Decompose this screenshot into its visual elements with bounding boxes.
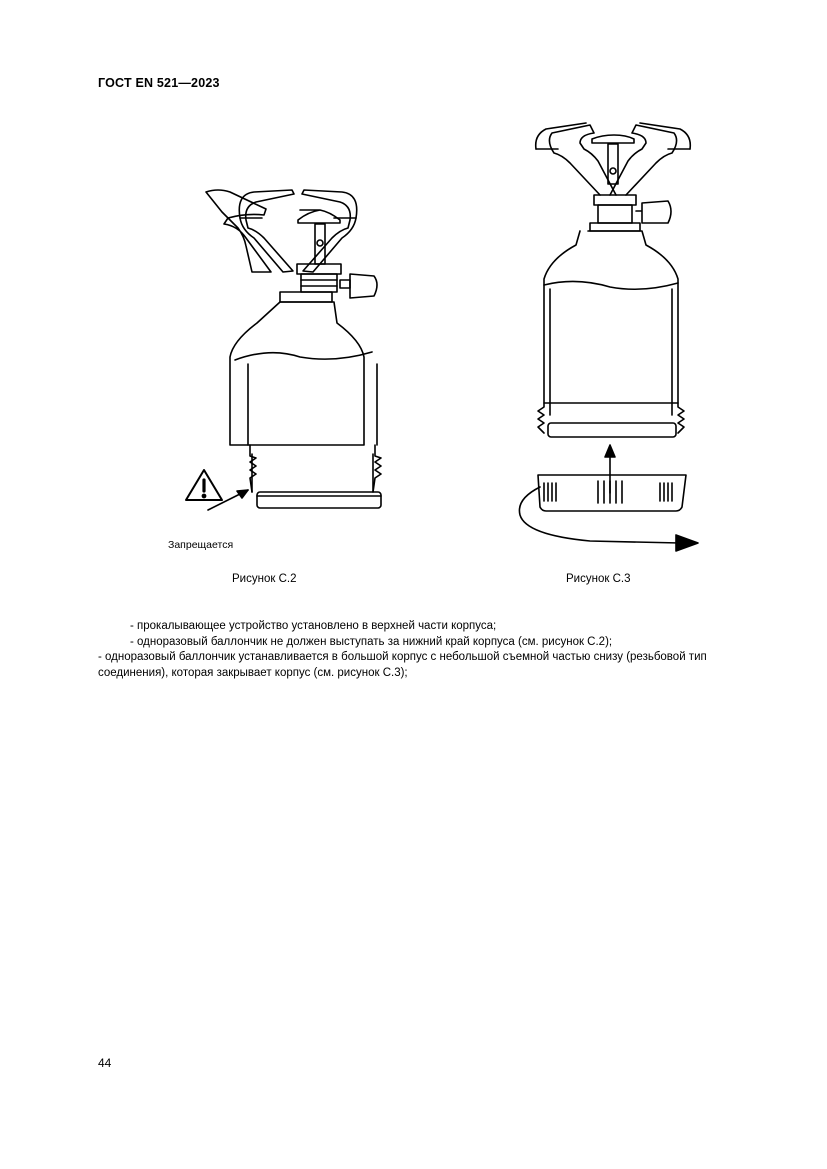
cartridge-bottom-protruding [257, 492, 381, 508]
pointer-head [237, 490, 248, 498]
valve-hole [317, 240, 323, 246]
figure-c2-drawing [170, 180, 410, 525]
figure-c2 [170, 180, 410, 525]
list-item: - одноразовый баллончик устанавливается в большой корпус с небольшой съемной частью снизу (резьбовой тип соединения), которая закрывает корпус (см. рисунок С.3); [98, 651, 707, 679]
page-number: 44 [98, 1056, 112, 1070]
figure-c3-caption: Рисунок С.3 [566, 573, 631, 585]
warning-label: Запрещается [168, 539, 234, 551]
body-text [98, 619, 774, 681]
housing-inner-edge [550, 289, 672, 415]
warning-dot [202, 494, 205, 497]
cartridge-bottom [548, 423, 676, 437]
burner-threads [301, 280, 337, 286]
thread-left [538, 403, 544, 433]
burner-neck [598, 205, 632, 223]
figure-c3-drawing [510, 115, 710, 555]
cap-ribs-left [544, 483, 556, 501]
thread-right [373, 445, 381, 492]
list-item: - одноразовый баллончик не должен выступать за нижний край корпуса (см. рисунок С.2); [130, 635, 613, 648]
list-item: - прокалывающее устройство установлено в верхней части корпуса; [130, 620, 497, 632]
cap-ribs-center [598, 481, 622, 503]
arm-left-body [239, 190, 294, 272]
housing-inner-edge [248, 364, 377, 445]
document-header: ГОСТ EN 521—2023 [98, 76, 220, 90]
valve-hole [610, 168, 616, 174]
burner-head [594, 195, 636, 205]
top-knob [298, 210, 340, 223]
cartridge-body [544, 231, 678, 403]
valve-knob [636, 201, 671, 223]
cartridge-rim [590, 223, 640, 231]
up-arrow-head [605, 445, 615, 457]
rotation-arrow-head [676, 535, 698, 551]
arm-outer [536, 123, 691, 149]
valve-stem [608, 144, 618, 184]
cap-ribs-right [660, 483, 672, 501]
cartridge-top-line [235, 352, 372, 360]
thread-left [250, 445, 256, 492]
housing-wall [252, 454, 373, 492]
cartridge-body [230, 302, 364, 445]
arm-right-body [302, 190, 357, 272]
top-knob [592, 135, 634, 143]
cartridge-top-line [544, 281, 678, 289]
burner-arm-left [206, 190, 271, 272]
cartridge-rim [280, 292, 332, 302]
figure-c2-caption: Рисунок С.2 [232, 573, 297, 585]
valve-connector [340, 280, 350, 288]
valve-knob [350, 274, 377, 298]
figure-c3 [510, 115, 710, 555]
thread-right [678, 403, 684, 433]
burner-neck [301, 274, 337, 292]
